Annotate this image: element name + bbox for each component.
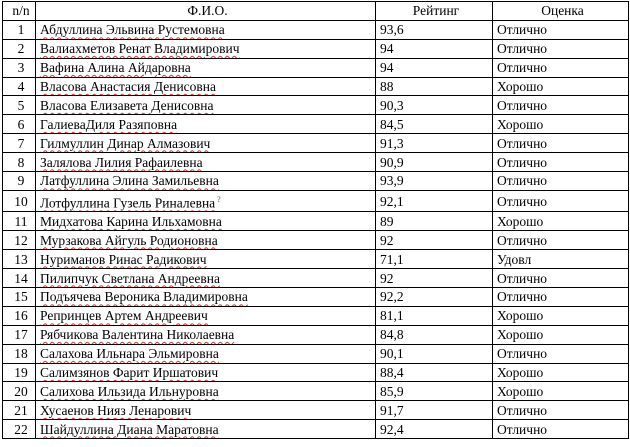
table-row [3, 420, 629, 439]
student-name: Вафина Алина Айдаровна [40, 60, 191, 76]
table-row [3, 190, 629, 212]
row-name [36, 382, 376, 401]
row-rating: 92 [376, 269, 493, 288]
row-name [36, 172, 376, 191]
row-num: 7 [3, 134, 36, 153]
row-num: 1 [3, 20, 36, 39]
header-rating: Рейтинг [376, 2, 493, 21]
table-row [3, 325, 629, 344]
row-rating: 92 [376, 231, 493, 250]
row-grade: Отлично [493, 20, 629, 39]
row-grade: Отлично [493, 420, 629, 439]
row-rating: 84,8 [376, 325, 493, 344]
header-num: n/n [3, 2, 36, 21]
row-name [36, 96, 376, 115]
row-rating: 81,1 [376, 306, 493, 325]
row-num: 11 [3, 212, 36, 231]
row-name [36, 363, 376, 382]
table-row [3, 306, 629, 325]
row-grade: Отлично [493, 172, 629, 191]
table-row [3, 20, 629, 39]
row-name [36, 190, 376, 212]
row-num: 13 [3, 250, 36, 269]
row-num: 3 [3, 58, 36, 77]
row-num: 4 [3, 77, 36, 96]
table-row [3, 77, 629, 96]
row-name [36, 212, 376, 231]
row-rating: 71,1 [376, 250, 493, 269]
row-rating: 89 [376, 212, 493, 231]
table-row [3, 153, 629, 172]
table-row [3, 344, 629, 363]
table-row [3, 96, 629, 115]
row-grade: Отлично [493, 344, 629, 363]
row-rating: 94 [376, 58, 493, 77]
student-name: Власова Анастасия Денисовна [40, 79, 217, 94]
row-num: 6 [3, 115, 36, 134]
row-num: 15 [3, 287, 36, 306]
student-name: Салимзянов Фарит Иршатович [40, 364, 219, 380]
comment-mark: ? [217, 194, 221, 204]
student-name: Власова Елизавета Денисовна [40, 97, 214, 113]
row-grade: Отлично [493, 134, 629, 153]
student-name: Мурзакова Айгуль Родионовна [40, 232, 218, 248]
row-rating: 90,3 [376, 96, 493, 115]
row-num: 10 [3, 190, 36, 212]
row-num: 21 [3, 401, 36, 420]
row-name [36, 306, 376, 325]
row-num: 12 [3, 231, 36, 250]
table-row [3, 287, 629, 306]
student-name: Латфуллина Элина Замильевна [40, 173, 219, 189]
row-rating: 93,9 [376, 172, 493, 191]
row-rating: 92,4 [376, 420, 493, 439]
row-grade: Отлично [493, 287, 629, 306]
student-name: Пилипчук Светлана Андреевна [40, 270, 220, 286]
table-row [3, 231, 629, 250]
table-row [3, 212, 629, 231]
row-grade: Хорошо [493, 115, 629, 134]
row-rating: 93,6 [376, 20, 493, 39]
table-row [3, 269, 629, 288]
row-rating: 85,9 [376, 382, 493, 401]
row-grade: Хорошо [493, 212, 629, 231]
student-name: Подъячева Вероника Владимировна [40, 289, 248, 305]
table-body [3, 20, 629, 438]
table-row [3, 363, 629, 382]
row-num: 19 [3, 363, 36, 382]
row-num: 17 [3, 325, 36, 344]
row-name [36, 77, 376, 96]
row-grade: Хорошо [493, 382, 629, 401]
student-name: Репринцев Артем Андреевич [40, 308, 208, 324]
student-name: Салахова Ильнара Эльмировна [40, 346, 219, 362]
row-grade: Хорошо [493, 306, 629, 325]
row-grade: Хорошо [493, 325, 629, 344]
row-rating: 84,5 [376, 115, 493, 134]
table-row [3, 172, 629, 191]
row-num: 9 [3, 172, 36, 191]
student-name: Нуриманов Ринас Радикович [40, 251, 207, 267]
row-name [36, 420, 376, 439]
header-grade: Оценка [493, 2, 629, 21]
row-grade: Отлично [493, 96, 629, 115]
student-name: Залялова Лилия Рафаилевна [40, 154, 203, 170]
student-name: Рябчикова Валентина Николаевна [40, 327, 235, 343]
student-name: Шайдуллина Диана Маратовна [40, 421, 219, 437]
student-name: Салихова Ильзида Ильнуровна [40, 383, 219, 399]
table-row [3, 115, 629, 134]
row-num: 2 [3, 39, 36, 58]
table-row [3, 39, 629, 58]
row-rating: 91,3 [376, 134, 493, 153]
row-name [36, 401, 376, 420]
row-name [36, 250, 376, 269]
row-num: 8 [3, 153, 36, 172]
row-name [36, 39, 376, 58]
row-name [36, 58, 376, 77]
row-num: 5 [3, 96, 36, 115]
row-grade: Хорошо [493, 363, 629, 382]
row-grade: Отлично [493, 58, 629, 77]
student-name: Хусаенов Нияз Ленарович [40, 402, 192, 418]
grades-table [2, 1, 629, 439]
table-row [3, 58, 629, 77]
row-name [36, 115, 376, 134]
row-name [36, 287, 376, 306]
row-num: 16 [3, 306, 36, 325]
row-rating: 88,4 [376, 363, 493, 382]
row-rating: 90,9 [376, 153, 493, 172]
row-grade: Хорошо [493, 77, 629, 96]
row-num: 14 [3, 269, 36, 288]
row-num: 20 [3, 382, 36, 401]
row-rating: 90,1 [376, 344, 493, 363]
header-row [3, 2, 629, 21]
row-grade: Отлично [493, 269, 629, 288]
header-name: Ф.И.О. [36, 2, 376, 21]
row-grade: Отлично [493, 39, 629, 58]
row-grade: Отлично [493, 401, 629, 420]
student-name: Лотфуллина Гузель Риналевна [40, 195, 216, 211]
row-grade: Отлично [493, 153, 629, 172]
table-row [3, 382, 629, 401]
row-name [36, 20, 376, 39]
row-rating: 88 [376, 77, 493, 96]
row-rating: 92,1 [376, 190, 493, 212]
row-name [36, 269, 376, 288]
row-num: 18 [3, 344, 36, 363]
table-row [3, 134, 629, 153]
table-row [3, 401, 629, 420]
student-name: Мидхатова Карина Ильхамовна [40, 213, 222, 229]
row-name [36, 344, 376, 363]
row-name [36, 134, 376, 153]
row-name [36, 325, 376, 344]
row-name [36, 153, 376, 172]
row-grade: Отлично [493, 190, 629, 212]
student-name: Валиахметов Ренат Владимирович [40, 41, 240, 57]
student-name: ГалиеваДиля Разяповна [40, 116, 178, 132]
student-name: Гилмуллин Динар Алмазович [40, 135, 211, 151]
row-rating: 92,2 [376, 287, 493, 306]
student-name: Абдуллина Эльвина Рустемовна [40, 22, 225, 38]
row-rating: 94 [376, 39, 493, 58]
table-row [3, 250, 629, 269]
row-grade: Отлично [493, 231, 629, 250]
row-rating: 91,7 [376, 401, 493, 420]
row-name [36, 231, 376, 250]
row-grade: Удовл [493, 250, 629, 269]
row-num: 22 [3, 420, 36, 439]
